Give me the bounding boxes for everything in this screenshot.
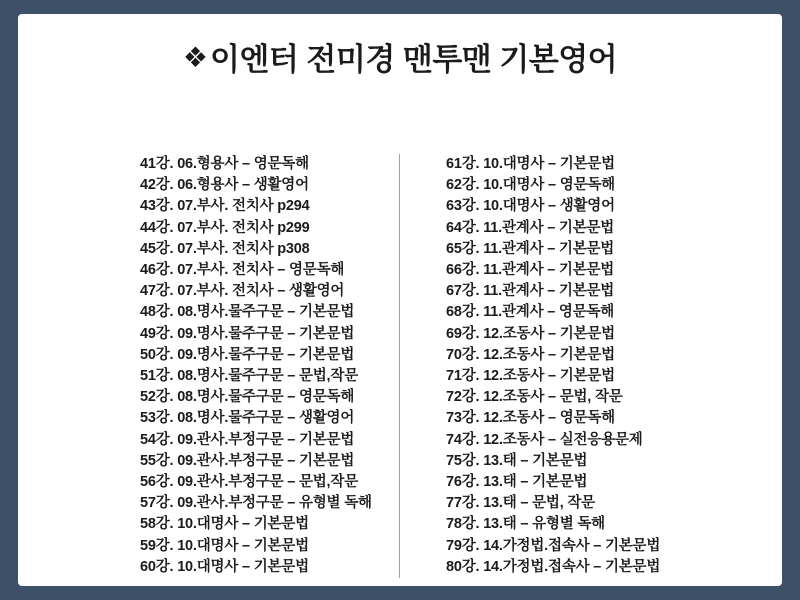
list-item: 68강. 11.관계사 – 영문독해: [446, 304, 615, 321]
list-item: 69강. 12.조동사 – 기본문법: [446, 325, 615, 342]
list-item: 72강. 12.조동사 – 문법, 작문: [446, 389, 623, 406]
list-item: 71강. 12.조동사 – 기본문법: [446, 368, 615, 385]
list-item: 74강. 12.조동사 – 실전응용문제: [446, 431, 643, 448]
list-item: 65강. 11.관계사 – 기본문법: [446, 240, 615, 257]
list-item: 43강. 07.부사. 전치사 p294: [140, 198, 310, 215]
list-item: 41강. 06.형용사 – 영문독해: [140, 156, 309, 172]
slide-canvas: [18, 14, 782, 586]
page-title: 이엔터 전미경 맨투맨 기본영어: [209, 42, 618, 77]
list-item: 63강. 10.대명사 – 생활영어: [446, 198, 615, 215]
lecture-list-right-column: [400, 154, 700, 578]
list-item: 46강. 07.부사. 전치사 – 영문독해: [140, 262, 345, 279]
list-item: 42강. 06.형용사 – 생활영어: [140, 177, 309, 194]
list-item: 66강. 11.관계사 – 기본문법: [446, 262, 615, 279]
list-item: 64강. 11.관계사 – 기본문법: [446, 219, 615, 236]
list-item: 67강. 11.관계사 – 기본문법: [446, 283, 615, 300]
list-item: 45강. 07.부사. 전치사 p308: [140, 240, 310, 257]
list-item: 60강. 10.대명사 – 기본문법: [140, 558, 309, 575]
list-item: 49강. 09.명사.물주구문 – 기본문법: [140, 325, 355, 342]
lecture-list-left-column: [100, 154, 400, 578]
list-item: 56강. 09.관사.부정구문 – 문법,작문: [140, 474, 358, 491]
list-item: 70강. 12.조동사 – 기본문법: [446, 346, 615, 363]
list-item: 53강. 08.명사.물주구문 – 생활영어: [140, 410, 355, 427]
list-item: 78강. 13.태 – 유형별 독해: [446, 516, 605, 533]
list-item: 73강. 12.조동사 – 영문독해: [446, 410, 615, 427]
list-item: 54강. 09.관사.부정구문 – 기본문법: [140, 431, 355, 448]
list-item: 62강. 10.대명사 – 영문독해: [446, 177, 615, 194]
list-item: 58강. 10.대명사 – 기본문법: [140, 516, 309, 533]
list-item: 51강. 08.명사.물주구문 – 문법,작문: [140, 368, 358, 385]
list-item: 44강. 07.부사. 전치사 p299: [140, 219, 310, 236]
list-item: 80강. 14.가정법.접속사 – 기본문법: [446, 558, 661, 575]
list-item: 52강. 08.명사.물주구문 – 영문독해: [140, 389, 355, 406]
list-item: 79강. 14.가정법.접속사 – 기본문법: [446, 537, 661, 554]
list-item: 77강. 13.태 – 문법, 작문: [446, 495, 595, 512]
list-item: 47강. 07.부사. 전치사 – 생활영어: [140, 283, 345, 300]
list-item: 55강. 09.관사.부정구문 – 기본문법: [140, 452, 355, 469]
list-item: 57강. 09.관사.부정구문 – 유형별 독해: [140, 495, 372, 512]
list-item: 75강. 13.태 – 기본문법: [446, 452, 588, 469]
diamond-bullet-icon: ❖: [182, 41, 208, 73]
lecture-list-columns: [18, 154, 782, 578]
list-item: 50강. 09.명사.물주구문 – 기본문법: [140, 346, 355, 363]
list-item: 59강. 10.대명사 – 기본문법: [140, 537, 309, 554]
list-item: 48강. 08.명사.물주구문 – 기본문법: [140, 304, 355, 321]
list-item: 61강. 10.대명사 – 기본문법: [446, 156, 615, 172]
list-item: 76강. 13.태 – 기본문법: [446, 474, 588, 491]
slide-title-row: [18, 14, 782, 79]
